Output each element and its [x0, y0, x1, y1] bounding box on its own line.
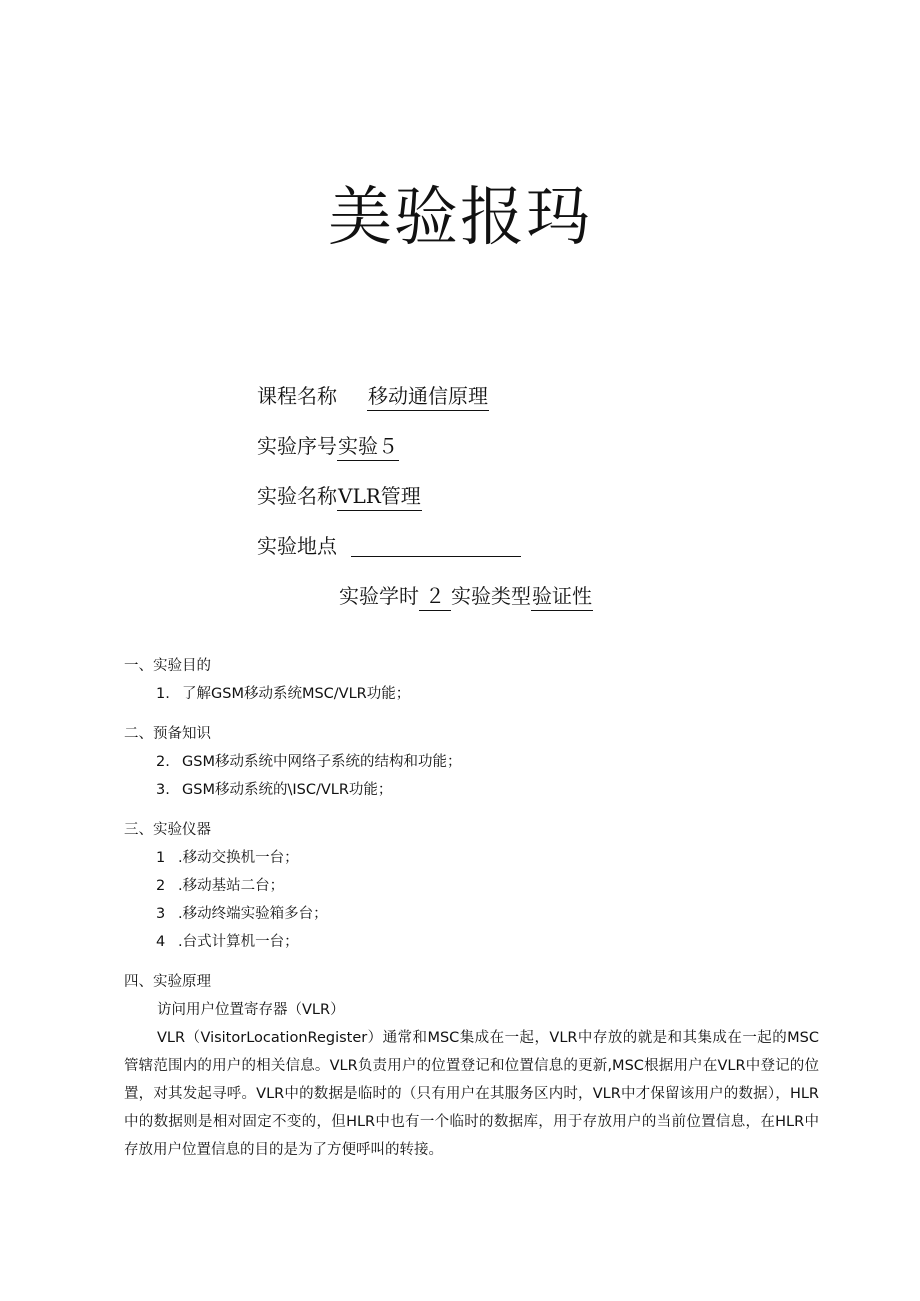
- type-label: 实验类型: [451, 584, 531, 608]
- list-item-number: 1.: [156, 686, 170, 702]
- list-item-number: 4: [156, 934, 166, 950]
- seq-label: 实验序号: [257, 434, 337, 458]
- type-value: 验证性: [531, 582, 593, 611]
- section-heading-equipment: 三、实验仪器: [124, 822, 211, 838]
- list-item-number: 3.: [156, 782, 170, 798]
- course-row: [257, 378, 593, 428]
- principle-subheading: 访问用户位置寄存器（VLR）: [157, 1002, 345, 1018]
- course-value: 移动通信原理: [367, 382, 489, 411]
- list-item: [124, 928, 819, 956]
- experiment-name-value: VLR管理: [337, 482, 422, 511]
- list-item: [124, 748, 819, 776]
- principle-paragraph: VLR（VisitorLocationRegister）通常和MSC集成在一起，VLR中存放的就是和其集成在一起的MSC管辖范围内的用户的相关信息。VLR负责用户的位置登记和位置信息的更新,MSC根据用户在VLR中登记的位置，对其发起寻呼。VLR中的数据是临时的（只有用户在其服务区内时，VLR中才保留该用户的数据），HLR中的数据则是相对固定不变的，但HLR中也有一个临时的数据库，用于存放用户的当前位置信息，在HLR中存放用户位置信息的目的是为了方便呼叫的转接。: [124, 1030, 819, 1158]
- hours-label: 实验学时: [339, 584, 419, 608]
- list-item-text: GSM移动系统中网络子系统的结构和功能；: [182, 754, 462, 770]
- location-row: [257, 528, 593, 578]
- list-item: [124, 900, 819, 928]
- hours-type-row: [257, 578, 593, 628]
- list-item: [124, 872, 819, 900]
- location-blank-line: [351, 530, 521, 557]
- hours-value: ２: [419, 582, 451, 611]
- experiment-name-label: 实验名称: [257, 484, 337, 508]
- course-label: 课程名称: [257, 384, 337, 408]
- section-heading-purpose: 一、实验目的: [124, 658, 211, 674]
- section-heading-prerequisites: 二、预备知识: [124, 726, 211, 742]
- list-item-number: 2: [156, 878, 166, 894]
- location-label: 实验地点: [257, 534, 337, 558]
- section-heading-principle: 四、实验原理: [124, 974, 211, 990]
- list-item: [124, 680, 819, 708]
- list-item-number: 2.: [156, 754, 170, 770]
- list-item-number: 1: [156, 850, 166, 866]
- list-item-text: .移动终端实验箱多台；: [178, 906, 328, 922]
- list-item-text: GSM移动系统的\ISC/VLR功能；: [182, 782, 393, 798]
- report-title: 美验报玛: [328, 181, 592, 255]
- list-item-number: 3: [156, 906, 166, 922]
- report-body: [124, 652, 819, 1164]
- list-item-text: .移动交换机一台；: [178, 850, 299, 866]
- seq-value: 实验５: [337, 432, 399, 461]
- course-info-block: [257, 378, 593, 628]
- experiment-name-row: [257, 478, 593, 528]
- list-item: [124, 844, 819, 872]
- seq-row: [257, 428, 593, 478]
- list-item-text: .台式计算机一台；: [178, 934, 299, 950]
- list-item-text: 了解GSM移动系统MSC/VLR功能；: [182, 686, 411, 702]
- list-item-text: .移动基站二台；: [178, 878, 285, 894]
- list-item: [124, 776, 819, 804]
